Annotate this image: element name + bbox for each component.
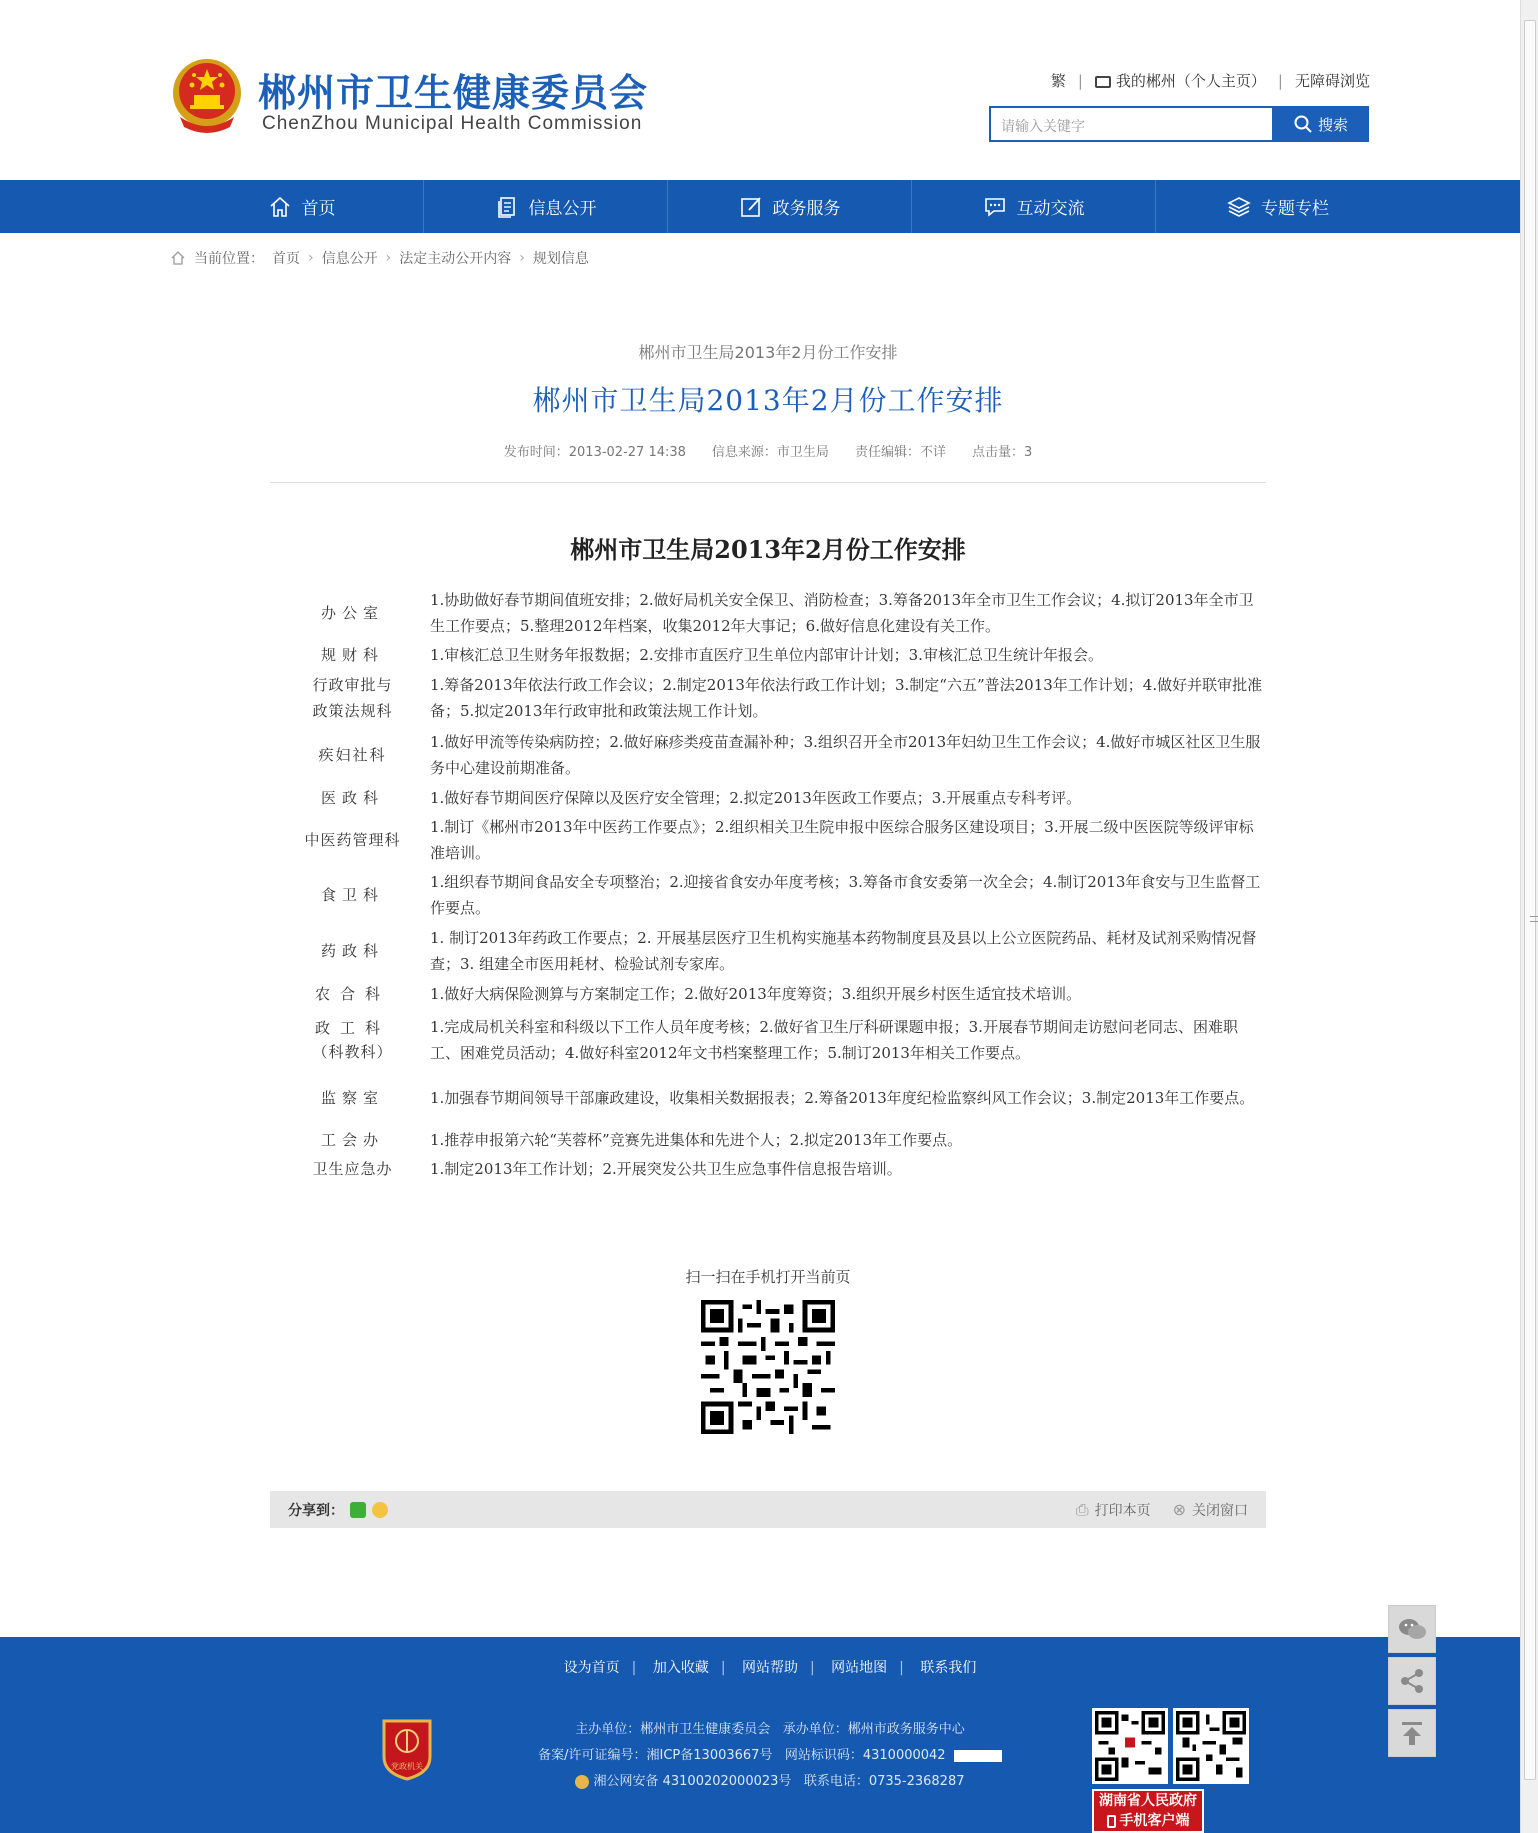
monitor-icon <box>1095 76 1111 88</box>
close-window-button[interactable] <box>1173 1500 1248 1520</box>
task-cell: 1.协助做好春节期间值班安排；2.做好局机关安全保卫、消防检查；3.筹备2013年全市卫生工作会议；4.拟订2013年全市卫生工作要点；5.整理2012年档案，收集2012年大事记；6.做好信息化建设有关工作。 <box>430 591 1254 635</box>
dept-cell: 食卫科 <box>320 886 384 904</box>
task-cell: 1.制定2013年工作计划；2.开展突发公共卫生应急事件信息报告培训。 <box>430 1160 902 1178</box>
search-button[interactable] <box>1273 106 1369 142</box>
app-badge-line1: 湖南省人民政府 <box>1099 1793 1197 1809</box>
search-button-label: 搜索 <box>1317 115 1348 134</box>
floating-tools <box>1388 1605 1436 1761</box>
footer-link[interactable]: 网站地图 <box>831 1660 888 1676</box>
editor: 责任编辑：不详 <box>854 445 946 460</box>
dept-label-sub: （科教科） <box>312 1043 393 1061</box>
table-row <box>285 585 1265 641</box>
task-cell: 1.做好甲流等传染病防控；2.做好麻疹类疫苗查漏补种；3.组织召开全市2013年妇幼卫生工作会议；4.做好市城区社区卫生服务中心建设前期准备。 <box>430 733 1261 777</box>
dept-cell: 医政科 <box>320 789 384 807</box>
qr-caption: 扫一扫在手机打开当前页 <box>685 1268 851 1286</box>
document-icon <box>495 195 519 219</box>
table-row <box>285 1071 1265 1125</box>
footer-link[interactable]: 联系我们 <box>920 1660 977 1676</box>
document-title: 郴州市卫生局2013年2月份工作安排 <box>570 535 966 564</box>
task-cell: 1. 制订2013年药政工作要点；2. 开展基层医疗卫生机构实施基本药物制度县及县以上公立医院药品、耗材及试剂采购情况督查；3. 组建全市医用耗材、检验试剂专家库。 <box>430 929 1257 973</box>
undertaker-unit: 承办单位：郴州市政务服务中心 <box>782 1722 965 1737</box>
accessible-browse-link[interactable]: 无障碍浏览 <box>1294 72 1370 90</box>
layers-icon <box>1227 195 1251 219</box>
qr-code-icon <box>1095 1711 1165 1781</box>
breadcrumb-item[interactable]: 首页 <box>272 251 300 267</box>
dept-cell: 疾妇社科 <box>318 746 387 764</box>
edit-icon <box>739 195 763 219</box>
breadcrumb-item[interactable]: 规划信息 <box>532 251 589 267</box>
weibo-icon[interactable] <box>372 1502 388 1518</box>
nav-label: 政务服务 <box>772 199 841 219</box>
footer-links <box>0 1657 1538 1677</box>
work-arrangement-table <box>285 585 1265 1183</box>
wechat-icon[interactable] <box>350 1502 366 1518</box>
search-icon <box>1294 115 1312 133</box>
footer-line <box>0 1743 1538 1769</box>
police-icon <box>575 1775 589 1789</box>
chat-icon <box>983 195 1007 219</box>
printer-icon: ⎙ <box>1075 1499 1089 1519</box>
share-icon <box>1398 1667 1426 1695</box>
footer-line <box>0 1769 1538 1795</box>
dept-cell: 农合科 <box>314 985 390 1003</box>
dept-cell: 规财科 <box>320 646 384 664</box>
table-row <box>285 1125 1265 1155</box>
task-cell: 1.制订《郴州市2013年中医药工作要点》；2.组织相关卫生院申报中医综合服务区建设项目；3.开展二级中医医院等级评审标准培训。 <box>430 818 1254 862</box>
publish-time: 发布时间：2013-02-27 14:38 <box>503 445 686 460</box>
site-footer <box>0 1637 1520 1833</box>
home-icon <box>268 195 292 219</box>
task-cell: 1.加强春节期间领导干部廉政建设，收集相关数据报表；2.筹备2013年度纪检监察纠风工作会议；3.制定2013年工作要点。 <box>430 1089 1255 1107</box>
divider: | <box>899 1660 904 1676</box>
table-row <box>285 923 1265 979</box>
footer-info <box>0 1717 1538 1795</box>
national-emblem-icon <box>170 55 244 135</box>
task-cell: 1.推荐申报第六轮“芙蓉杯”竞赛先进集体和先进个人；2.拟定2013年工作要点。 <box>430 1131 963 1149</box>
vertical-scrollbar[interactable] <box>1520 0 1538 1833</box>
footer-line <box>0 1717 1538 1743</box>
dept-cell: 工会办 <box>320 1131 384 1149</box>
divider: | <box>1077 71 1083 90</box>
dept-cell: 卫生应急办 <box>312 1160 393 1178</box>
badge-text: 党政机关 <box>391 1762 423 1771</box>
table-row <box>285 669 1265 727</box>
qr-code-icon <box>1176 1711 1246 1781</box>
wechat-float-button[interactable] <box>1388 1605 1436 1653</box>
breadcrumb <box>170 248 589 268</box>
site-header <box>0 0 1520 180</box>
nav-home[interactable] <box>180 180 424 233</box>
table-row <box>285 641 1265 669</box>
scrollbar-thumb[interactable] <box>1524 20 1536 1780</box>
chcz-logo-icon <box>954 1750 1002 1762</box>
breadcrumb-item[interactable]: 信息公开 <box>321 251 378 267</box>
close-icon: ⊗ <box>1172 1499 1186 1519</box>
nav-label: 互动交流 <box>1016 199 1085 219</box>
contact-phone: 联系电话：0735-2368287 <box>803 1774 965 1789</box>
chevron-right-icon: › <box>519 250 525 266</box>
footer-qr-2 <box>1173 1708 1249 1784</box>
footer-link[interactable]: 网站帮助 <box>742 1660 798 1676</box>
qr-code-icon <box>701 1300 835 1434</box>
article-title: 郴州市卫生局2013年2月份工作安排 <box>532 384 1004 417</box>
article-header <box>270 340 1266 483</box>
task-cell: 1.做好大病保险测算与方案制定工作；2.做好2013年度筹资；3.组织开展乡村医生适宜技术培训。 <box>430 985 1082 1003</box>
info-source: 信息来源：市卫生局 <box>711 445 829 460</box>
task-cell: 1.筹备2013年依法行政工作会议；2.制定2013年依法行政工作计划；3.制定“六五”普法2013年工作计划；4.做好并联审批准备；5.拟定2013年行政审批和政策法规工作计划。 <box>430 676 1263 720</box>
dept-cell: 监察室 <box>320 1089 384 1107</box>
wechat-icon <box>1397 1616 1427 1642</box>
dept-cell: 中医药管理科 <box>304 831 401 849</box>
nav-label: 首页 <box>301 199 336 219</box>
nav-label: 专题专栏 <box>1261 199 1329 219</box>
nav-label: 信息公开 <box>528 199 597 219</box>
footer-link[interactable]: 设为首页 <box>563 1660 620 1676</box>
site-subtitle: ChenZhou Municipal Health Commission <box>262 113 643 134</box>
nav-interaction[interactable] <box>912 180 1156 233</box>
close-label: 关闭窗口 <box>1192 1502 1248 1519</box>
dept-cell: 办公室 <box>320 604 384 622</box>
site-code: 网站标识码：4310000042 <box>784 1748 946 1763</box>
breadcrumb-item[interactable]: 法定主动公开内容 <box>399 251 512 267</box>
back-to-top-button[interactable] <box>1388 1709 1436 1757</box>
share-label: 分享到： <box>288 1502 344 1519</box>
police-record[interactable]: 湘公网安备 43100202000023号 <box>593 1774 792 1789</box>
chevron-right-icon: › <box>308 250 314 266</box>
divider: | <box>631 1660 637 1676</box>
arrow-up-icon <box>1398 1719 1426 1747</box>
dept-label: 政工科 <box>314 1019 390 1037</box>
traditional-chinese-link[interactable]: 繁 <box>1050 72 1066 90</box>
phone-icon <box>1107 1815 1116 1828</box>
share-bar <box>270 1491 1266 1528</box>
table-row <box>285 727 1265 783</box>
search-input[interactable]: 请输入关键字 <box>989 106 1274 142</box>
share-float-button[interactable] <box>1388 1657 1436 1705</box>
divider: | <box>1277 71 1283 90</box>
table-row <box>285 813 1265 867</box>
task-cell: 1.完成局机关科室和科级以下工作人员年度考核；2.做好省卫生厅科研课题申报；3.开展春节期间走访慰问老同志、困难职工、困难党员活动；4.做好科室2012年文书档案整理工作；5.制订2013年相关工作要点。 <box>430 1018 1238 1062</box>
breadcrumb-prefix: 当前位置： <box>194 251 264 267</box>
scrollbar-grip <box>1530 916 1538 922</box>
print-button[interactable] <box>1076 1500 1151 1520</box>
app-badge-line2 <box>1094 1811 1202 1831</box>
chevron-right-icon: › <box>385 250 392 266</box>
article-meta <box>270 441 1266 483</box>
footer-link[interactable]: 加入收藏 <box>652 1660 709 1676</box>
task-cell: 1.组织春节期间食品安全专项整治；2.迎接省食安办年度考核；3.筹备市食安委第一次全会；4.制订2013年食安与卫生监督工作要点。 <box>430 873 1261 917</box>
table-row <box>285 1009 1265 1071</box>
app-badge-line2-label: 手机客户端 <box>1119 1813 1190 1829</box>
nav-special-topics[interactable] <box>1156 180 1400 233</box>
dept-label: 行政审批与政策法规科 <box>312 676 393 720</box>
dept-cell: 药政科 <box>320 942 384 960</box>
main-nav <box>0 180 1520 233</box>
click-count: 点击量：3 <box>971 445 1033 460</box>
table-row <box>285 783 1265 813</box>
table-row <box>285 867 1265 923</box>
task-cell: 1.做好春节期间医疗保障以及医疗安全管理；2.拟定2013年医政工作要点；3.开展重点专科考评。 <box>430 789 1082 807</box>
my-chenzhou-link[interactable] <box>1095 70 1266 91</box>
host-unit: 主办单位：郴州市卫生健康委员会 <box>575 1722 771 1737</box>
icp-record[interactable]: 备案/许可证编号：湘ICP备13003667号 <box>538 1748 773 1763</box>
share-actions <box>1076 1500 1248 1520</box>
article-small-title: 郴州市卫生局2013年2月份工作安排 <box>638 343 898 362</box>
nav-gov-services[interactable] <box>668 180 912 233</box>
dept-cell <box>285 1016 420 1064</box>
divider: | <box>810 1660 815 1676</box>
table-row <box>285 979 1265 1009</box>
my-chenzhou-label: 我的郴州（个人主页） <box>1115 72 1266 90</box>
divider: | <box>720 1660 726 1676</box>
home-icon <box>170 250 186 266</box>
dept-cell <box>285 672 420 724</box>
site-title: 郴州市卫生健康委员会 <box>258 71 649 115</box>
top-links <box>1051 70 1370 91</box>
footer-qr-1 <box>1092 1708 1168 1784</box>
table-row <box>285 1155 1265 1183</box>
nav-info-disclosure[interactable] <box>424 180 668 233</box>
task-cell: 1.审核汇总卫生财务年报数据；2.安排市直医疗卫生单位内部审计计划；3.审核汇总卫生统计年报会。 <box>430 646 1103 664</box>
print-label: 打印本页 <box>1094 1502 1151 1519</box>
app-download-badge[interactable] <box>1092 1789 1204 1833</box>
